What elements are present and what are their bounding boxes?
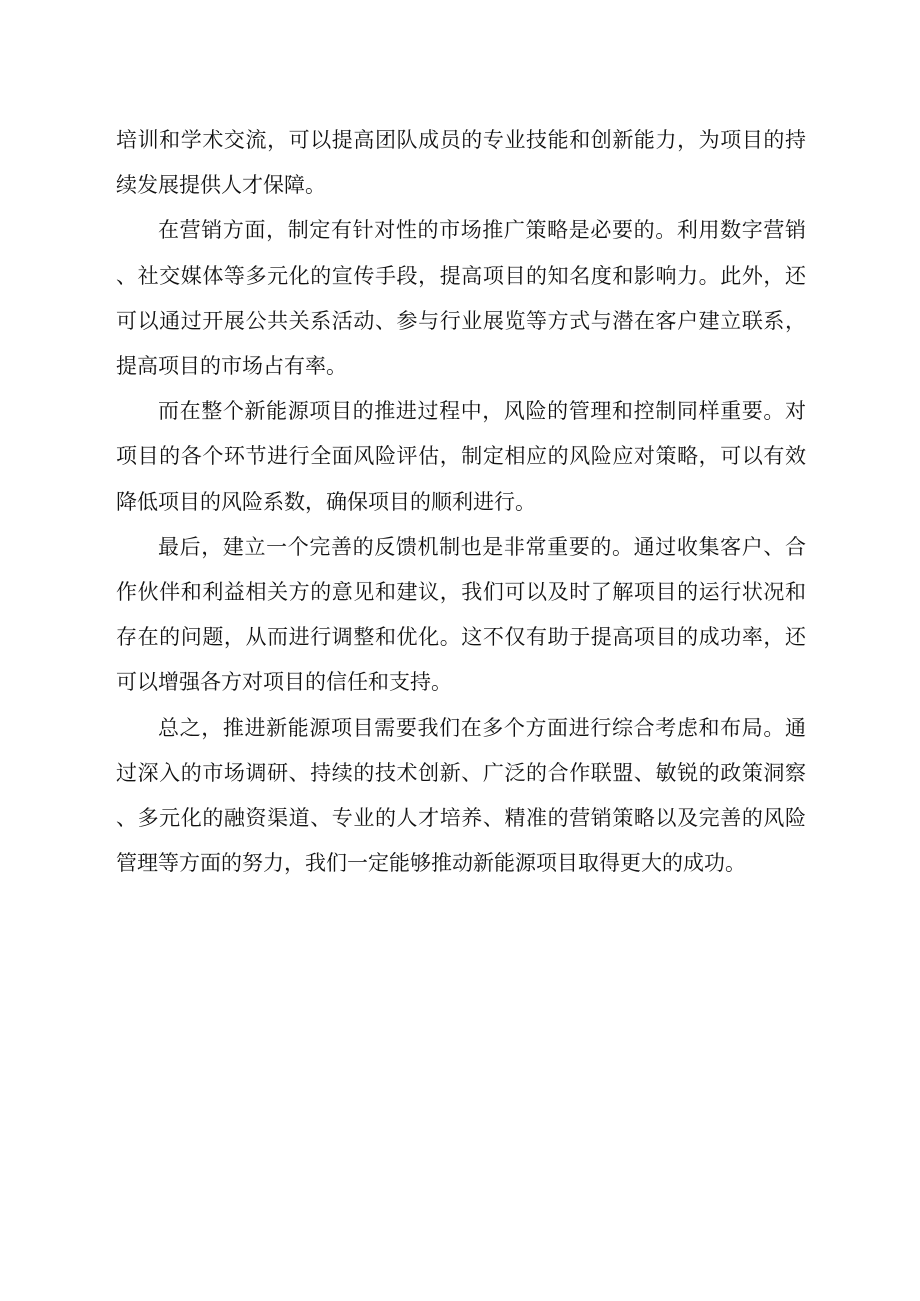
paragraph-feedback-mechanism: 最后，建立一个完善的反馈机制也是非常重要的。通过收集客户、合作伙伴和利益相关方的意见和建议，我们可以及时了解项目的运行状况和存在的问题，从而进行调整和优化。这不仅有助于提高项目的成功率，还可以增强各方对项目的信任和支持。 [116, 534, 806, 695]
paragraph-conclusion: 总之，推进新能源项目需要我们在多个方面进行综合考虑和布局。通过深入的市场调研、持续的技术创新、广泛的合作联盟、敏锐的政策洞察、多元化的融资渠道、专业的人才培养、精准的营销策略以及完善的风险管理等方面的努力，我们一定能够推动新能源项目取得更大的成功。 [116, 715, 806, 876]
document-body [116, 118, 806, 886]
paragraph-talent-training: 培训和学术交流，可以提高团队成员的专业技能和创新能力，为项目的持续发展提供人才保障。 [116, 128, 806, 198]
paragraph-marketing: 在营销方面，制定有针对性的市场推广策略是必要的。利用数字营销、社交媒体等多元化的宣传手段，提高项目的知名度和影响力。此外，还可以通过开展公共关系活动、参与行业展览等方式与潜在客户建立联系，提高项目的市场占有率。 [116, 218, 806, 379]
paragraph-risk-management: 而在整个新能源项目的推进过程中，风险的管理和控制同样重要。对项目的各个环节进行全面风险评估，制定相应的风险应对策略，可以有效降低项目的风险系数，确保项目的顺利进行。 [116, 399, 806, 514]
